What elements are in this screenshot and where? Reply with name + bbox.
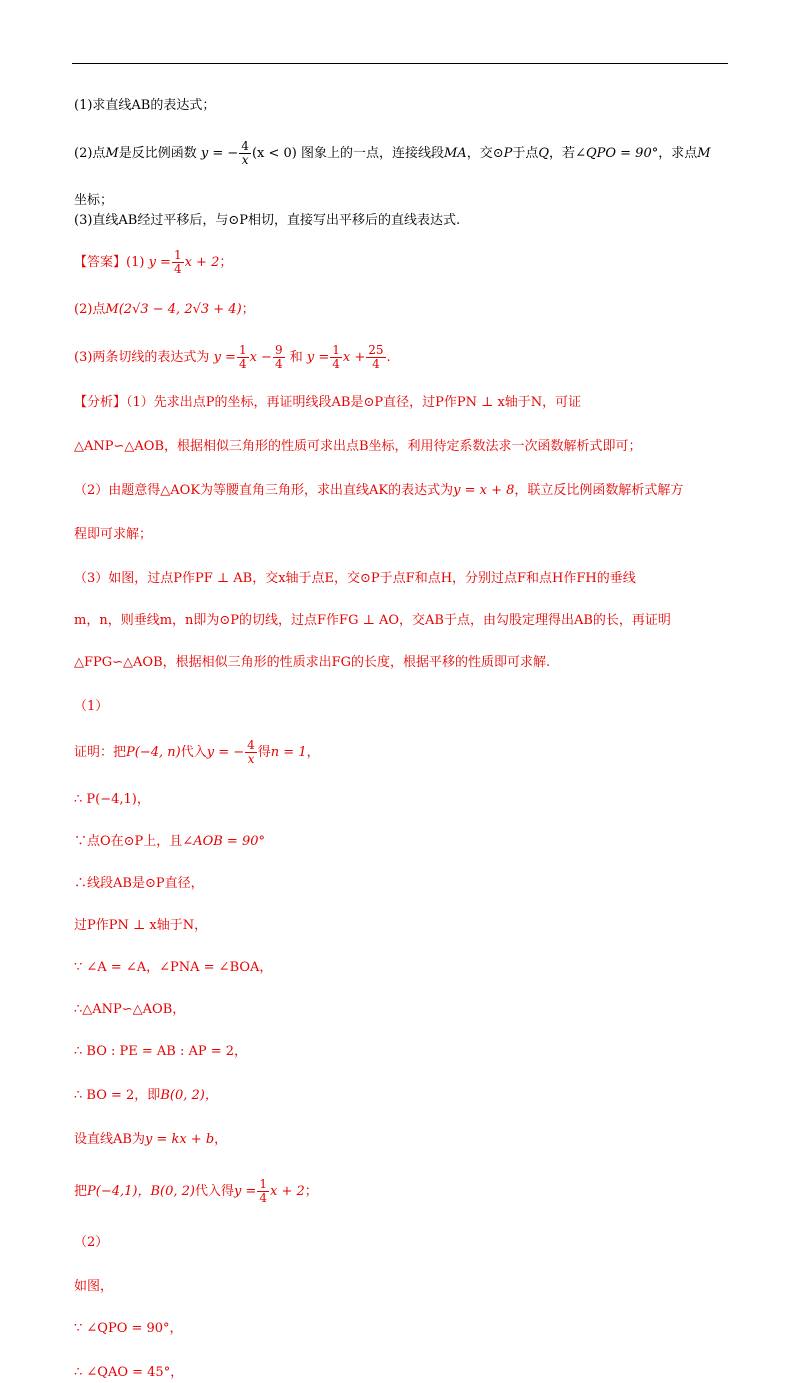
document-page [74, 92, 734, 1380]
solution-1-step-10: 设直线AB为y = kx + b， [74, 1132, 228, 1147]
header-rule [72, 63, 728, 64]
solution-1-step-1: 证明：把P(−4, n)代入y = − $\frac{4}{x}$ 得n = 1， [74, 738, 320, 766]
question-1: (1)求直线AB的表达式； [74, 98, 216, 113]
answer-1: 【答案】(1) y = $\frac{1}{4}$ x + 2； [74, 248, 233, 276]
question-2-cont: 坐标； [74, 193, 114, 208]
fraction: $\frac{1}{4}$ [173, 248, 182, 276]
fraction: $\frac{1}{4}$ [238, 343, 247, 371]
fraction: $\frac{4}{x}$ [247, 738, 255, 766]
solution-2-step-3: ∴ ∠QAO = 45°， [74, 1365, 184, 1380]
analysis-line-2: △ANP∽△AOB，根据相似三角形的性质可求出点B坐标，利用待定系数法求一次函数解析式即可； [74, 439, 642, 454]
solution-1-step-7: ∴△ANP∽△AOB， [74, 1002, 186, 1017]
analysis-line-1: 【分析】（1）先求出点P的坐标，再证明线段AB是⊙P直径，过P作PN ⊥ x轴于N，可证 [74, 395, 582, 410]
solution-1-heading: （1） [74, 699, 109, 714]
question-3: (3)直线AB经过平移后，与⊙P相切，直接写出平移后的直线表达式. [74, 213, 461, 228]
answer-3: (3)两条切线的表达式为 y = $\frac{1}{4}$ x − $\frac{9}{4}$ 和 y = $\frac{1}{4}$ x + $\frac{25}{4}$ . [74, 343, 391, 371]
analysis-line-5: （3）如图，过点P作PF ⊥ AB，交x轴于点E，交⊙P于点F和点H，分别过点F和点H作FH的垂线 [74, 571, 636, 586]
solution-1-step-3: ∵点O在⊙P上，且∠AOB = 90° [74, 834, 266, 849]
analysis-line-3: （2）由题意得△AOK为等腰直角三角形，求出直线AK的表达式为y = x + 8，联立反比例函数解析式解方 [74, 483, 684, 498]
analysis-line-7: △FPG∽△AOB，根据相似三角形的性质求出FG的长度，根据平移的性质即可求解. [74, 655, 551, 670]
solution-1-step-8: ∴ BO : PE = AB : AP = 2， [74, 1044, 248, 1059]
solution-1-step-11: 把P(−4,1)，B(0, 2)代入得y = $\frac{1}{4}$ x + 2； [74, 1177, 318, 1205]
fraction: $\frac{1}{4}$ [332, 343, 340, 371]
solution-1-step-4: ∴线段AB是⊙P直径， [74, 876, 204, 891]
solution-1-step-2: ∴ P(−4,1)， [74, 792, 150, 807]
solution-2-step-1: 如图， [74, 1279, 114, 1294]
fraction: $\frac{4}{x}$ [241, 139, 249, 167]
solution-2-heading: （2） [74, 1235, 109, 1250]
solution-1-step-6: ∵ ∠A = ∠A，∠PNA = ∠BOA， [74, 960, 273, 975]
question-2: (2)点M是反比例函数 y = − $\frac{4}{x}$ (x < 0) 图象上的一点，连接线段MA，交⊙P于点Q，若∠QPO = 90°，求点M [74, 139, 711, 167]
solution-1-step-9: ∴ BO = 2，即B(0, 2)， [74, 1088, 218, 1103]
solution-2-step-2: ∵ ∠QPO = 90°， [74, 1321, 183, 1336]
solution-1-step-5: 过P作PN ⊥ x轴于N， [74, 918, 208, 933]
fraction: $\frac{25}{4}$ [368, 343, 384, 371]
analysis-line-6: m，n，则垂线m，n即为⊙P的切线，过点F作FG ⊥ AO，交AB于点，由勾股定理得出AB的长，再证明 [74, 613, 671, 628]
answer-2: (2)点M(2√3 − 4, 2√3 + 4)； [74, 302, 255, 317]
fraction: $\frac{1}{4}$ [259, 1177, 268, 1205]
analysis-line-4: 程即可求解； [74, 527, 153, 542]
fraction: $\frac{9}{4}$ [274, 343, 283, 371]
